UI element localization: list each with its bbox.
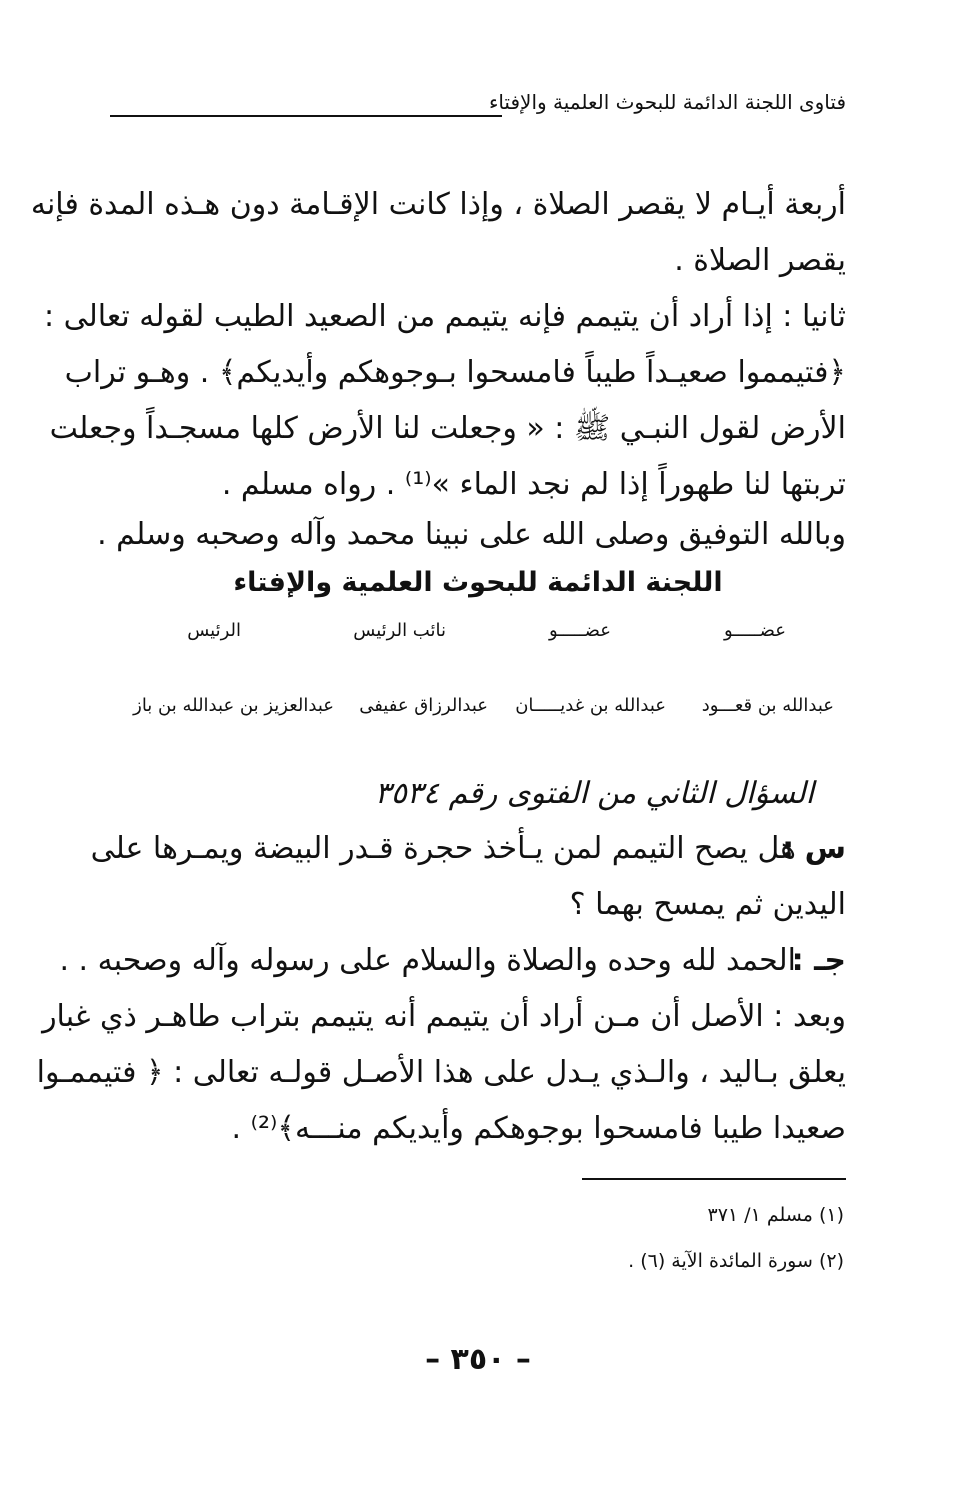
text-line: الحمد لله وحده والصلاة والسلام على رسوله وآله وصحبه . . [59, 943, 796, 978]
member-name: عبدالعزيز بن عبدالله بن باز [133, 695, 334, 716]
text-line: يقصر الصلاة . [674, 243, 846, 278]
text-line: يعلق بـاليد ، والـذي يـدل على هذا الأصـل قولـه تعالى : ﴿ فتيممـوا [36, 1055, 846, 1090]
page-number: – ٣٥٠ – [425, 1342, 531, 1377]
footnote: (٢) سورة المائدة الآية (٦) . [628, 1250, 844, 1272]
text-line: تربتها لنا طهوراً إذا لم نجد الماء »⁽¹⁾ . رواه مسلم . [221, 467, 846, 502]
text-line: ثانيا : إذا أراد أن يتيمم فإنه يتيمم من الصعيد الطيب لقوله تعالى : [44, 299, 846, 334]
member-name: عبدالله بن قعـــود [701, 695, 834, 716]
text-line: اليدين ثم يمسح بهما ؟ [569, 887, 846, 922]
member-name: عبدالرزاق عفيفى [359, 695, 488, 716]
member-role: عضـــــو [548, 620, 611, 641]
header-rule [110, 115, 502, 117]
member-role: الرئيس [187, 620, 241, 641]
footnote-rule [582, 1178, 846, 1180]
text-line: أربعة أيـام لا يقصر الصلاة ، وإذا كانت الإقـامة دون هـذه المدة فإنه [30, 187, 846, 222]
footnote: (١) مسلم ١/ ٣٧١ [707, 1204, 844, 1226]
text-line: صعيدا طيبا فامسحوا بوجوهكم وأيديكم منـــه﴾⁽²⁾ . [231, 1111, 846, 1146]
text-line: الأرض لقول النبـي ﷺ : « وجعلت لنا الأرض كلها مسجـداً وجعلت [49, 411, 846, 446]
member-role: نائب الرئيس [353, 620, 446, 641]
member-role: عضـــــو [723, 620, 786, 641]
question-heading: السؤال الثاني من الفتوى رقم ٣٥٣٤ [374, 776, 814, 811]
committee-name: اللجنة الدائمة للبحوث العلمية والإفتاء [233, 567, 723, 598]
closing-line: وبالله التوفيق وصلى الله على نبينا محمد وآله وصحبه وسلم . [97, 517, 846, 552]
answer-label: جـ : [791, 943, 846, 978]
text-line: وبعد : الأصل أن مـن أراد أن يتيمم أنه يتيمم بتراب طاهـر ذي غبار [42, 999, 846, 1034]
text-line: هل يصح التيمم لمن يـأخذ حجرة قـدر البيضة ويمـرها على [90, 831, 796, 866]
member-name: عبدالله بن غديـــــان [515, 695, 666, 716]
question-label: س : [782, 831, 846, 866]
running-header [110, 86, 846, 126]
running-title: فتاوى اللجنة الدائمة للبحوث العلمية والإفتاء [488, 90, 846, 114]
text-line: ﴿فتيمموا صعيـداً طيباً فامسحوا بـوجوهكم وأيديكم﴾ . وهـو تراب [64, 355, 846, 390]
